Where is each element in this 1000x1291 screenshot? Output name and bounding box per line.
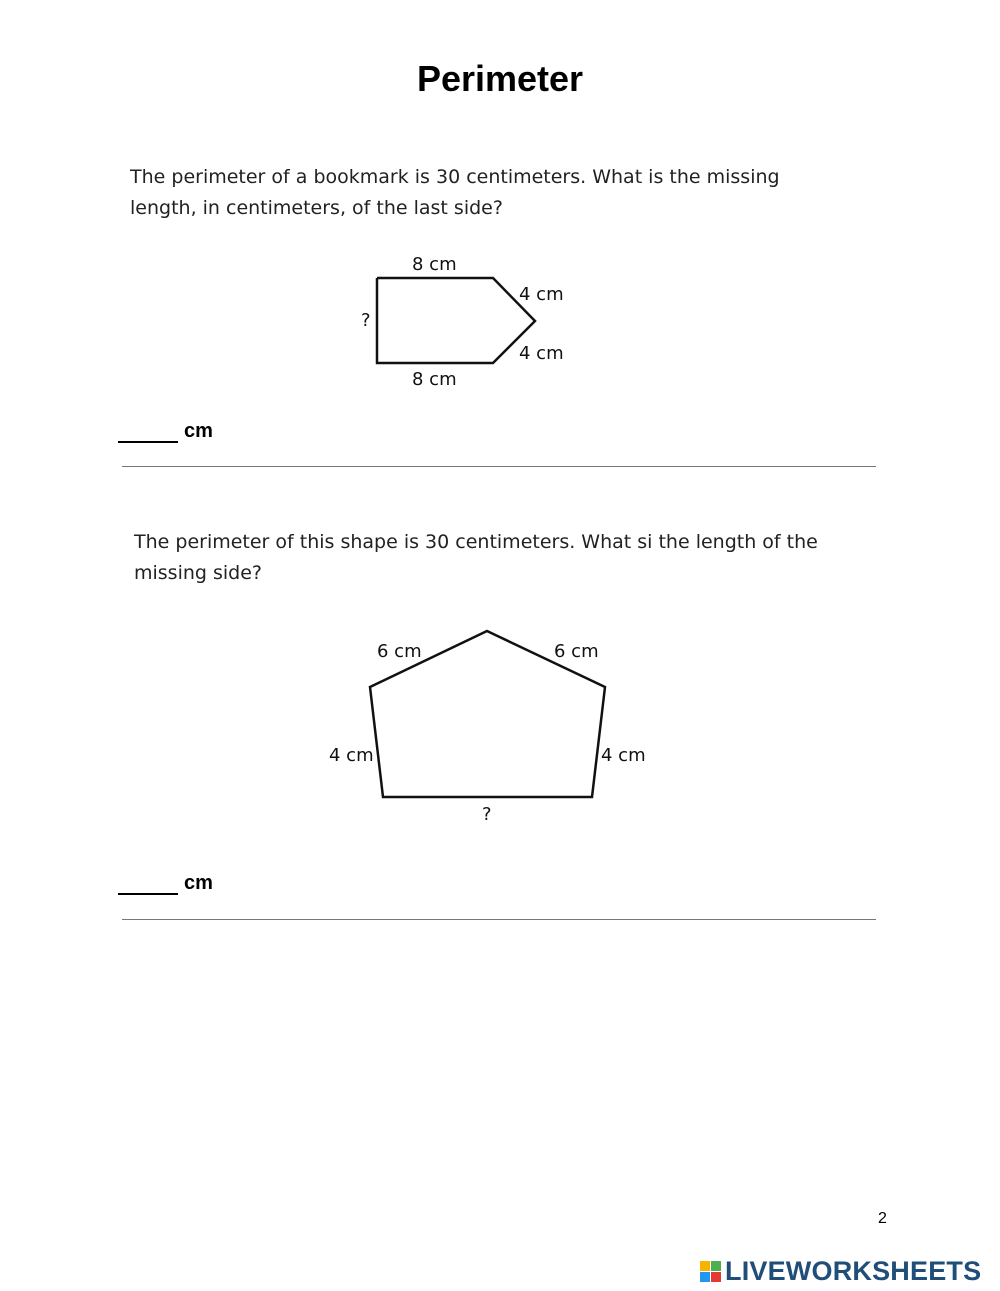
answer-2	[118, 872, 213, 895]
label-upper-right: 4 cm	[519, 284, 564, 305]
label-left: ?	[361, 310, 371, 331]
page-number: 2	[878, 1210, 887, 1227]
bookmark-shape	[377, 278, 535, 363]
label-left: 4 cm	[329, 745, 374, 766]
label-upper-left: 6 cm	[377, 641, 422, 662]
label-bottom: ?	[482, 804, 492, 825]
question-2-text: The perimeter of this shape is 30 centimeters. What si the length of the missing side?	[134, 531, 818, 584]
answer-1-unit: cm	[184, 420, 213, 442]
label-right: 4 cm	[601, 745, 646, 766]
answer-1	[118, 420, 213, 443]
answer-2-unit: cm	[184, 872, 213, 894]
label-upper-right: 6 cm	[554, 641, 599, 662]
page-title: Perimeter	[416, 58, 584, 99]
label-top: 8 cm	[412, 254, 457, 275]
brand-name: LIVEWORKSHEETS	[725, 1255, 982, 1286]
answer-2-input[interactable]	[118, 873, 178, 895]
label-bottom: 8 cm	[412, 369, 457, 390]
divider-1	[122, 466, 876, 467]
pentagon-diagram	[320, 620, 660, 830]
question-1-text: The perimeter of a bookmark is 30 centimeters. What is the missing length, in centimeters, of the last side?	[130, 166, 780, 219]
brand-footer	[700, 1256, 981, 1286]
answer-1-input[interactable]	[118, 421, 178, 443]
bookmark-diagram	[340, 240, 600, 400]
brand-logo-icon	[700, 1261, 721, 1282]
divider-2	[122, 919, 876, 920]
label-lower-right: 4 cm	[519, 343, 564, 364]
